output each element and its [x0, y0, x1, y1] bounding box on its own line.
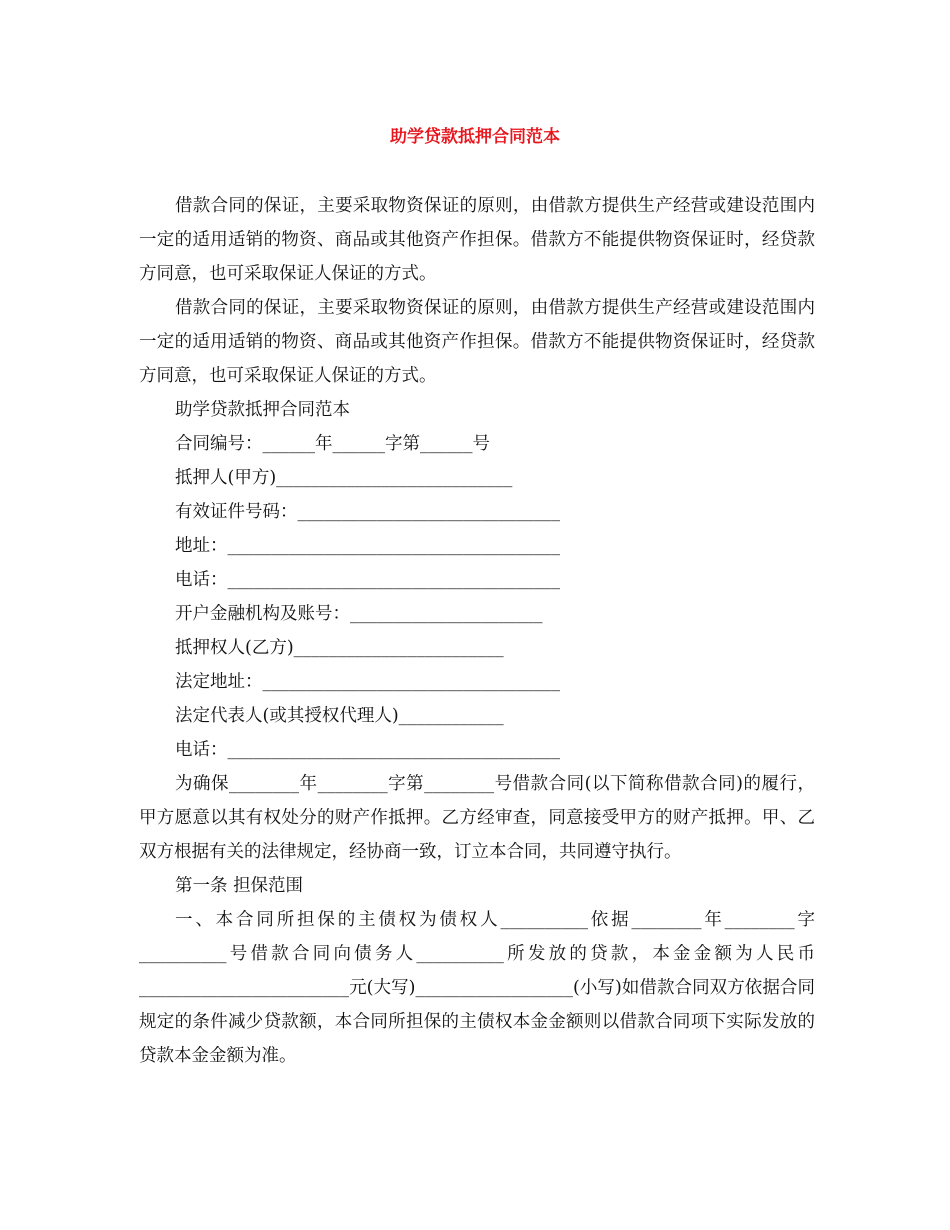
field-id-number: 有效证件号码：______________________________	[175, 502, 560, 522]
preamble-paragraph: 为确保________年________字第________号借款合同(以下简称借款合同)的履行，甲方愿意以其有权处分的财产作抵押。乙方经审查，同意接受甲方的财产抵押。甲、乙双方根据有关的法律规定，经协商一致，订立本合同，共同遵守执行。	[139, 774, 815, 862]
field-legal-representative: 法定代表人(或其授权代理人)____________	[175, 706, 504, 726]
field-bank-account: 开户金融机构及账号：______________________	[175, 604, 543, 624]
document-body	[139, 189, 815, 1073]
field-contract-number: 合同编号：______年______字第______号	[175, 434, 490, 454]
contract-subtitle: 助学贷款抵押合同范本	[175, 400, 350, 420]
field-mortgagor: 抵押人(甲方)___________________________	[175, 468, 513, 488]
field-phone-2: 电话：______________________________________	[175, 740, 560, 760]
field-phone: 电话：______________________________________	[175, 570, 560, 590]
document-title: 助学贷款抵押合同范本	[390, 127, 560, 147]
article1-heading: 第一条 担保范围	[175, 876, 304, 896]
intro-paragraph: 借款合同的保证，主要采取物资保证的原则，由借款方提供生产经营或建设范围内一定的适用适销的物资、商品或其他资产作担保。借款方不能提供物资保证时，经贷款方同意，也可采取保证人保证的方式。	[139, 196, 815, 284]
field-address: 地址：______________________________________	[175, 536, 560, 556]
field-mortgagee: 抵押权人(乙方)________________________	[175, 638, 504, 658]
article1-paragraph: 一、本合同所担保的主债权为债权人__________依据________年________字__________号借款合同向债务人__________所发放的贷款，本金金额为人民币________________________元(大写)__________________(小写)如借款合同双方依据合同规定的条件减少贷款额，本合同所担保的主债权本金金额则以借款合同项下实际发放的贷款本金金额为准。	[139, 910, 815, 1066]
field-legal-address: 法定地址：__________________________________	[175, 672, 560, 692]
intro-paragraph: 借款合同的保证，主要采取物资保证的原则，由借款方提供生产经营或建设范围内一定的适用适销的物资、商品或其他资产作担保。借款方不能提供物资保证时，经贷款方同意，也可采取保证人保证的方式。	[139, 298, 815, 386]
